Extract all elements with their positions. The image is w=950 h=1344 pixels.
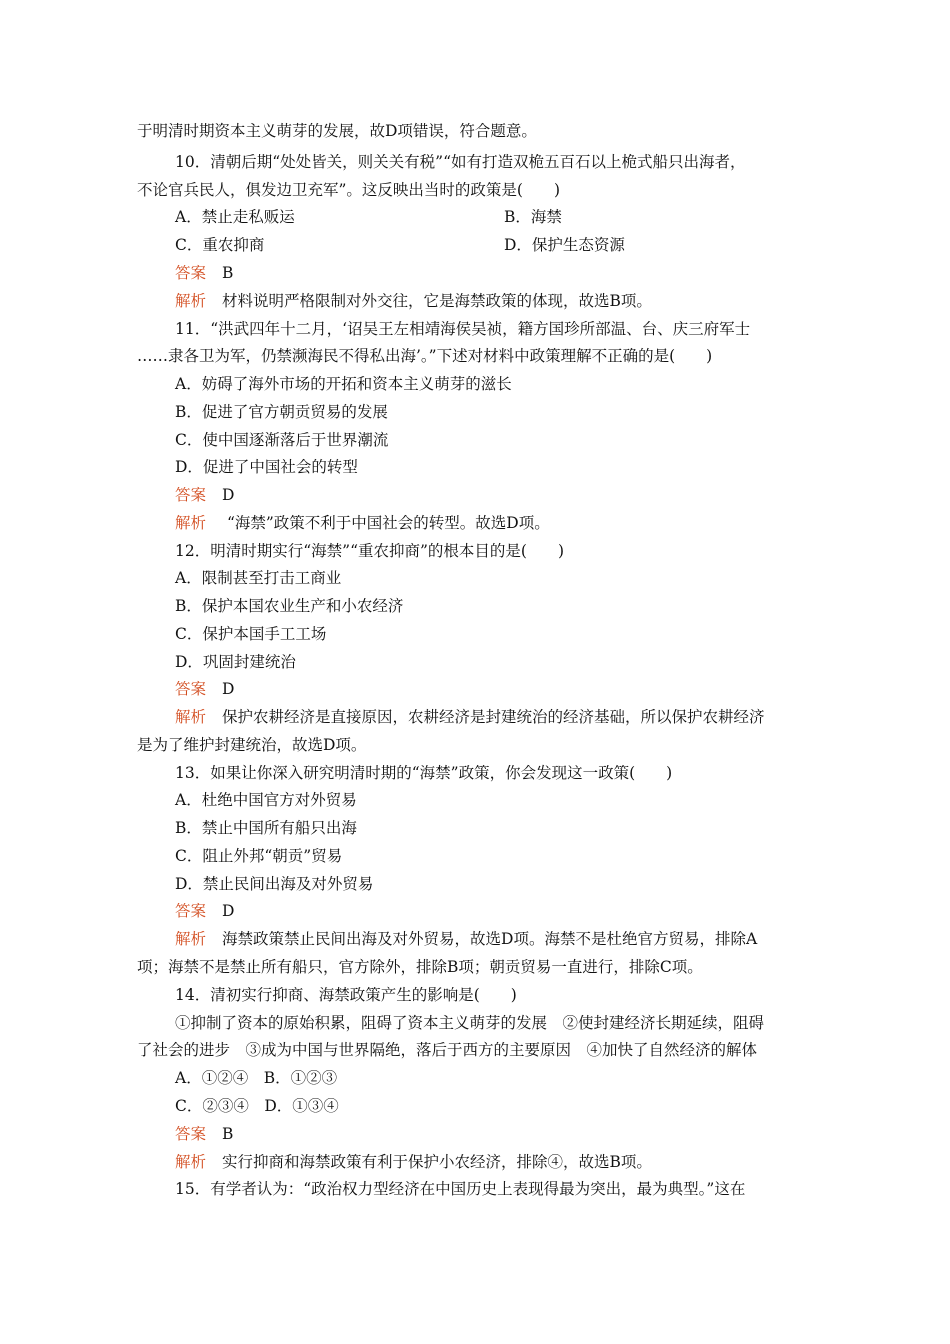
q13-analysis-line-2: 项；海禁不是禁止所有船只，官方除外，排除B项；朝贡贸易一直进行，排除C项。 — [137, 958, 703, 976]
analysis-label: 解析 — [175, 292, 207, 310]
q10-stem-line-1: 10．清朝后期“处处皆关，则关关有税”“如有打造双桅五百石以上桅式船只出海者， — [175, 153, 746, 171]
q12-option-a: A．限制甚至打击工商业 — [175, 569, 342, 587]
answer-label: 答案 — [175, 902, 207, 920]
q10-options-row-1 — [175, 207, 855, 227]
q14-analysis — [175, 1152, 855, 1172]
intro-line: 于明清时期资本主义萌芽的发展，故D项错误，符合题意。 — [137, 122, 537, 140]
q12-stem-line-1: 12．明清时期实行“海禁”“重农抑商”的根本目的是( ) — [175, 542, 565, 560]
q10-option-d: D．保护生态资源 — [504, 236, 625, 254]
q11-option-b: B．促进了官方朝贡贸易的发展 — [175, 403, 388, 421]
q15-stem-line-1: 15．有学者认为：“政治权力型经济在中国历史上表现得最为突出，最为典型。”这在 — [175, 1180, 746, 1198]
q10-option-a: A．禁止走私贩运 — [175, 208, 295, 226]
q13-stem-line-1: 13．如果让你深入研究明清时期的“海禁”政策，你会发现这一政策( ) — [175, 764, 673, 782]
q10-answer — [175, 263, 855, 283]
q14-stem-line-1: 14．清初实行抑商、海禁政策产生的影响是( ) — [175, 986, 517, 1004]
q14-options-ab: A．①②④ B．①②③ — [175, 1069, 338, 1087]
analysis-label: 解析 — [175, 514, 207, 532]
answer-label: 答案 — [175, 264, 207, 282]
analysis-label: 解析 — [175, 1153, 207, 1171]
q13-answer-value: D — [222, 902, 235, 920]
q10-option-b: B．海禁 — [504, 208, 562, 226]
analysis-label: 解析 — [175, 930, 207, 948]
q14-analysis-text: 实行抑商和海禁政策有利于保护小农经济，排除④，故选B项。 — [222, 1153, 652, 1171]
q12-answer — [175, 679, 855, 699]
q11-stem-line-1: 11．“洪武四年十二月，‘诏吴王左相靖海侯吴祯，籍方国珍所部温、台、庆三府军士 — [175, 320, 751, 338]
q14-answer-value: B — [222, 1125, 234, 1143]
q10-analysis — [175, 291, 855, 311]
q11-analysis — [175, 513, 855, 533]
q11-option-c: C．使中国逐渐落后于世界潮流 — [175, 431, 389, 449]
q10-answer-value: B — [222, 264, 234, 282]
q12-analysis-line-2: 是为了维护封建统治，故选D项。 — [137, 736, 367, 754]
q13-option-d: D．禁止民间出海及对外贸易 — [175, 875, 374, 893]
q12-analysis-text-1: 保护农耕经济是直接原因，农耕经济是封建统治的经济基础，所以保护农耕经济 — [222, 708, 765, 726]
q13-option-b: B．禁止中国所有船只出海 — [175, 819, 357, 837]
q14-options-cd: C．②③④ D．①③④ — [175, 1097, 339, 1115]
q14-answer — [175, 1124, 855, 1144]
q11-option-a: A．妨碍了海外市场的开拓和资本主义萌芽的滋长 — [175, 375, 512, 393]
q13-option-c: C．阻止外邦“朝贡”贸易 — [175, 847, 343, 865]
q14-stem-line-3: 了社会的进步 ③成为中国与世界隔绝，落后于西方的主要原因 ④加快了自然经济的解体 — [137, 1041, 758, 1059]
q12-answer-value: D — [222, 680, 235, 698]
answer-label: 答案 — [175, 486, 207, 504]
q11-option-d: D．促进了中国社会的转型 — [175, 458, 358, 476]
q12-option-b: B．保护本国农业生产和小农经济 — [175, 597, 404, 615]
q13-analysis-text-1: 海禁政策禁止民间出海及对外贸易，故选D项。海禁不是杜绝官方贸易，排除A — [222, 930, 758, 948]
q13-analysis-line-1 — [175, 929, 855, 949]
q11-answer — [175, 485, 855, 505]
q11-analysis-text: “海禁”政策不利于中国社会的转型。故选D项。 — [222, 514, 550, 532]
answer-label: 答案 — [175, 1125, 207, 1143]
q12-option-c: C．保护本国手工工场 — [175, 625, 327, 643]
q10-stem-line-2: 不论官兵民人，俱发边卫充军”。这反映出当时的政策是( ) — [137, 181, 561, 199]
q10-options-row-2 — [175, 235, 855, 255]
q13-option-a: A．杜绝中国官方对外贸易 — [175, 791, 357, 809]
q10-analysis-text: 材料说明严格限制对外交往，它是海禁政策的体现，故选B项。 — [222, 292, 652, 310]
q11-stem-line-2: ……隶各卫为军，仍禁濒海民不得私出海’。”下述对材料中政策理解不正确的是( ) — [137, 347, 713, 365]
q10-option-c: C．重农抑商 — [175, 236, 265, 254]
analysis-label: 解析 — [175, 708, 207, 726]
q12-analysis-line-1 — [175, 707, 855, 727]
q14-stem-line-2: ①抑制了资本的原始积累，阻碍了资本主义萌芽的发展 ②使封建经济长期延续，阻碍 — [175, 1014, 765, 1032]
q12-option-d: D．巩固封建统治 — [175, 653, 296, 671]
q13-answer — [175, 901, 855, 921]
q11-answer-value: D — [222, 486, 235, 504]
answer-label: 答案 — [175, 680, 207, 698]
